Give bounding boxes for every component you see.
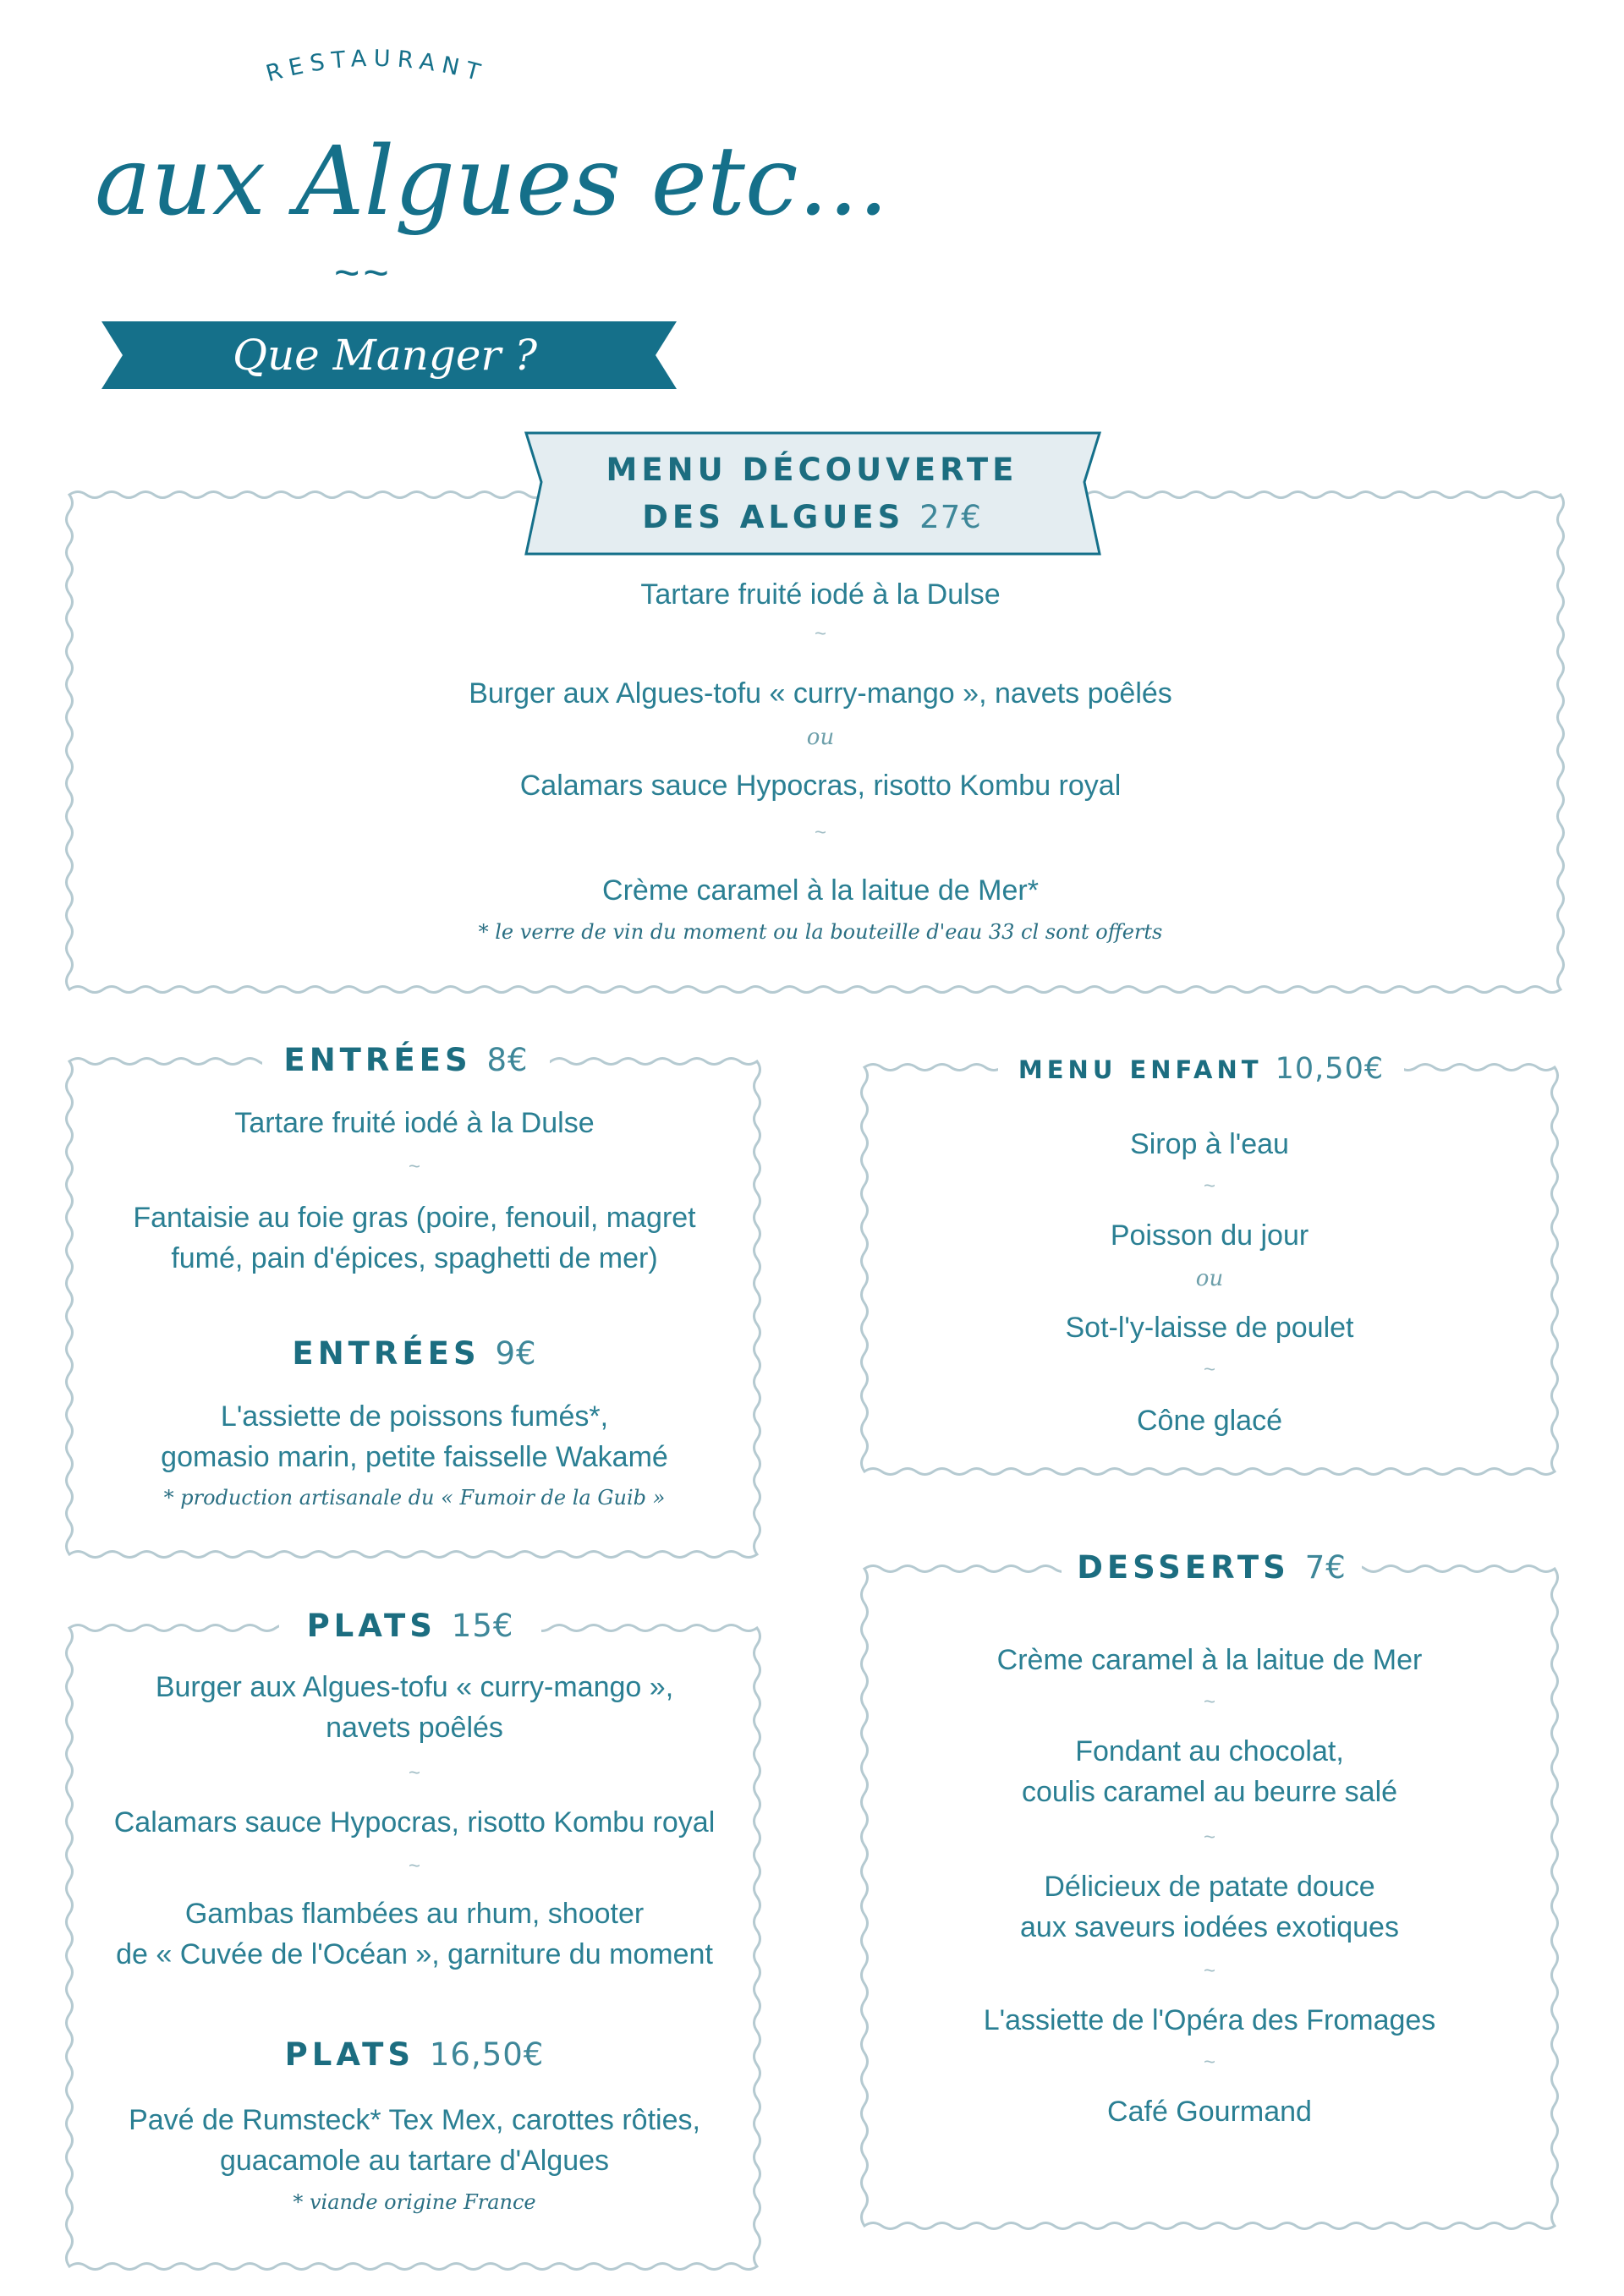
separator: ~ (1203, 1826, 1215, 1849)
enfant-price: 10,50€ (1275, 1052, 1385, 1086)
decouverte-item: Tartare fruité iodé à la Dulse (640, 578, 1001, 611)
or-connector: ou (806, 725, 835, 750)
separator: ~ (1203, 1358, 1215, 1381)
entrees-title-2 (76, 1332, 753, 1376)
plats-item: de « Cuvée de l'Océan », garniture du moment (116, 1938, 713, 1970)
brand-title: aux Algues etc... (95, 127, 889, 237)
separator: ~ (814, 821, 826, 844)
desserts-item: Crème caramel à la laitue de Mer (996, 1644, 1423, 1676)
plats-item: navets poêlés (326, 1712, 503, 1744)
decouverte-item: Calamars sauce Hypocras, risotto Kombu royal (519, 770, 1122, 802)
enfant-item: Sot-l'y-laisse de poulet (1065, 1312, 1354, 1344)
separator: ~ (1203, 2051, 1215, 2074)
entrees-price-2: 9€ (495, 1335, 537, 1372)
separator: ~ (408, 1855, 420, 1877)
entrees-title-text-2: ENTRÉES (292, 1335, 480, 1372)
plats-item: guacamole au tartare d'Algues (219, 2145, 610, 2177)
enfant-title-text: MENU ENFANT (1018, 1055, 1263, 1084)
entrees-item: Tartare fruité iodé à la Dulse (234, 1107, 595, 1139)
plats-item: Gambas flambées au rhum, shooter (184, 1898, 645, 1930)
entrees-item: L'assiette de poissons fumés*, (220, 1400, 609, 1433)
entrees-item: Fantaisie au foie gras (poire, fenouil, magret (133, 1202, 696, 1234)
plats-title-text-2: PLATS (284, 2036, 414, 2073)
decouverte-footnote: * le verre de vin du moment ou la bouteille d'eau 33 cl sont offerts (478, 920, 1163, 944)
desserts-title (1062, 1546, 1362, 1590)
enfant-item: Poisson du jour (1110, 1219, 1309, 1252)
entrees-title-text: ENTRÉES (283, 1042, 472, 1078)
plats-price: 15€ (451, 1608, 514, 1644)
entrees-item: gomasio marin, petite faisselle Wakamé (161, 1441, 668, 1473)
separator: ~ (814, 622, 826, 645)
decouverte-title-line2 (541, 496, 1083, 540)
separator: ~ (1203, 1175, 1215, 1197)
plats-title-text: PLATS (306, 1608, 436, 1644)
decouverte-title-text2: DES ALGUES (642, 499, 905, 535)
desserts-item: Fondant au chocolat, (1075, 1735, 1344, 1767)
enfant-title (998, 1047, 1404, 1092)
decouverte-item: Burger aux Algues-tofu « curry-mango », navets poêlés (469, 677, 1172, 710)
desserts-item: coulis caramel au beurre salé (1021, 1776, 1398, 1808)
entrees-price: 8€ (486, 1042, 529, 1078)
desserts-item: Délicieux de patate douce (1044, 1871, 1375, 1903)
desserts-item: Café Gourmand (1107, 2096, 1312, 2128)
entrees-item: fumé, pain d'épices, spaghetti de mer) (171, 1242, 658, 1274)
desserts-price: 7€ (1304, 1549, 1347, 1586)
desserts-item: L'assiette de l'Opéra des Fromages (983, 2004, 1436, 2036)
separator: ~ (408, 1155, 420, 1178)
entrees-footnote: * production artisanale du « Fumoir de la Guib » (163, 1486, 666, 1510)
decouverte-title-text: MENU DÉCOUVERTE (606, 452, 1018, 488)
enfant-item: Cône glacé (1136, 1405, 1282, 1437)
wave-ornament: ~~ (334, 249, 392, 298)
plats-footnote: * viande origine France (293, 2190, 536, 2214)
decouverte-title-line1 (541, 448, 1083, 492)
desserts-item: aux saveurs iodées exotiques (1020, 1911, 1399, 1943)
or-connector: ou (1195, 1266, 1224, 1291)
separator: ~ (1203, 1959, 1215, 1982)
banner-title: Que Manger ? (232, 331, 538, 380)
plats-title-2 (76, 2033, 753, 2077)
enfant-item: Sirop à l'eau (1130, 1128, 1289, 1160)
plats-item: Pavé de Rumsteck* Tex Mex, carottes rôties, (129, 2104, 700, 2136)
plats-item: Burger aux Algues-tofu « curry-mango », (155, 1671, 674, 1703)
separator: ~ (408, 1762, 420, 1784)
decouverte-item: Crème caramel à la laitue de Mer* (602, 874, 1039, 907)
plats-price-2: 16,50€ (429, 2036, 545, 2073)
desserts-title-text: DESSERTS (1077, 1549, 1290, 1586)
plats-title (279, 1604, 541, 1648)
separator: ~ (1203, 1690, 1215, 1713)
decouverte-price: 27€ (919, 499, 982, 535)
plats-item: Calamars sauce Hypocras, risotto Kombu royal (113, 1806, 716, 1838)
restaurant-arc-label: RESTAURANT (263, 45, 490, 88)
entrees-title (262, 1038, 550, 1082)
